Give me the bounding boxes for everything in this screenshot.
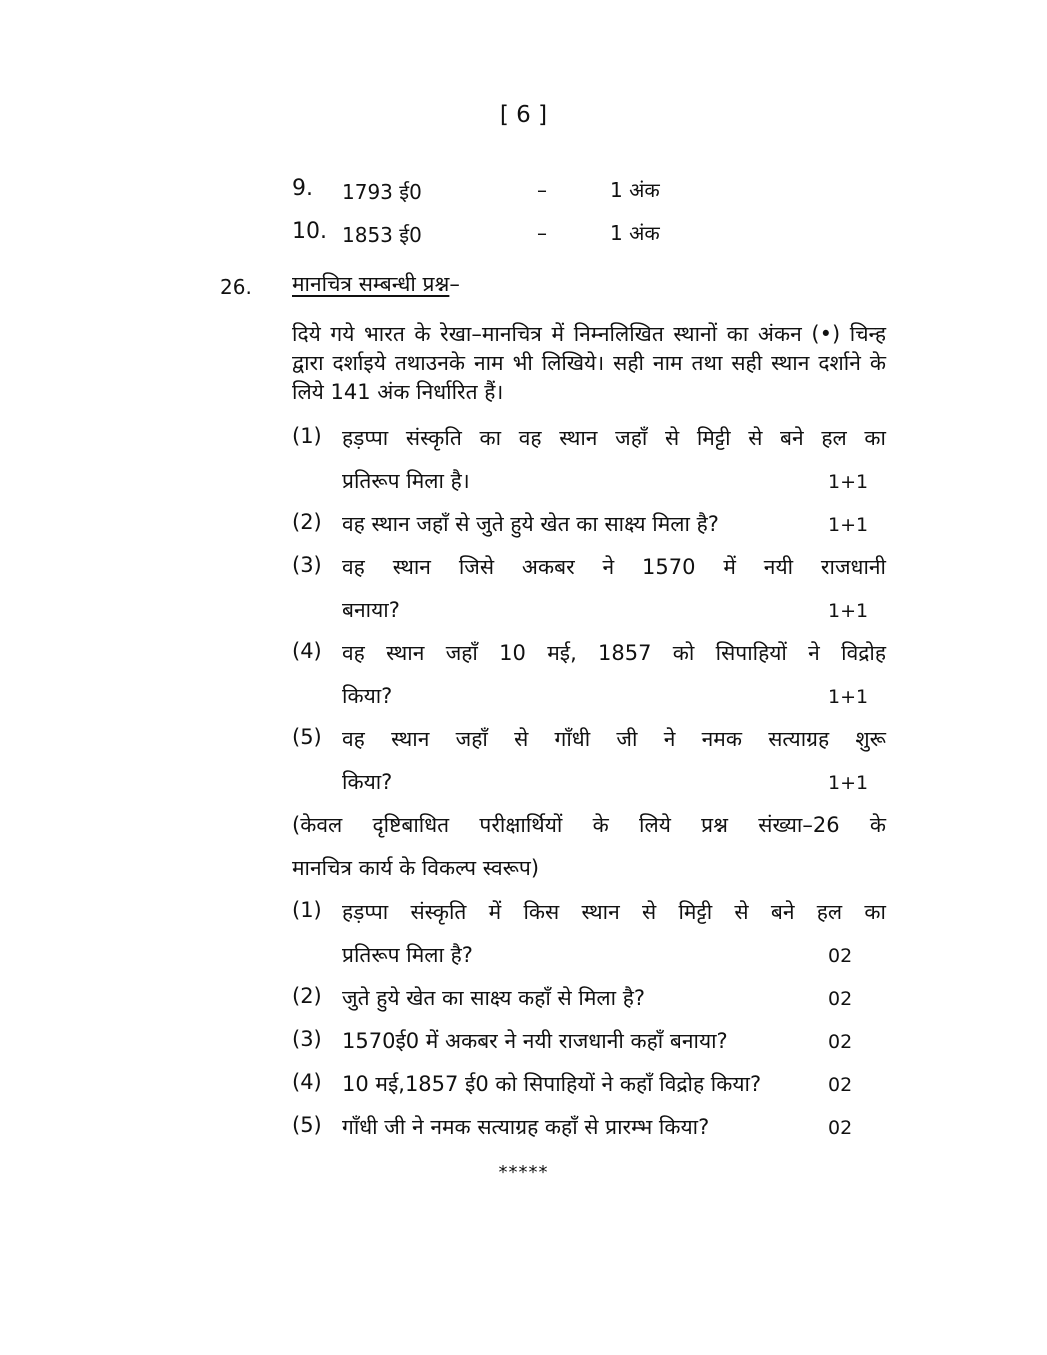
alternative-note-line2: मानचित्र कार्य के विकल्प स्वरूप) — [292, 856, 540, 880]
question-heading — [292, 270, 460, 298]
item-text: वह स्थान जहाँ 10 मई, 1857 को सिपाहियों ने विद्रोह — [342, 641, 886, 665]
item-text-continued: किया? — [342, 684, 393, 708]
item-marks: 02 — [828, 945, 853, 967]
item-text: 10 मई,1857 ई0 को सिपाहियों ने कहाँ विद्रोह किया? — [342, 1072, 762, 1096]
item-marks: 02 — [828, 1074, 853, 1096]
item-text-continued: प्रतिरूप मिला है? — [342, 943, 473, 967]
item-number: 10. — [292, 219, 327, 244]
item-text: वह स्थान जिसे अकबर ने 1570 में नयी राजधानी — [342, 555, 886, 579]
question-heading-text: मानचित्र सम्बन्धी प्रश्न — [292, 272, 450, 296]
item-text: गाँधी जी ने नमक सत्याग्रह कहाँ से प्रारम्भ किया? — [342, 1115, 710, 1139]
item-dash: – — [537, 178, 547, 202]
item-number: 9. — [292, 176, 313, 201]
item-text-continued: प्रतिरूप मिला है। — [342, 469, 470, 493]
item-marks: 1+1 — [828, 686, 869, 708]
item-marks: 02 — [828, 988, 853, 1010]
item-year: 1853 ई0 — [342, 223, 422, 247]
page-number: [ 6 ] — [499, 102, 548, 128]
question-heading-suffix: – — [449, 272, 460, 296]
item-marks: 1 अंक — [610, 178, 660, 202]
item-marks: 1+1 — [828, 772, 869, 794]
item-text: जुते हुये खेत का साक्ष्य कहाँ से मिला है? — [342, 986, 646, 1010]
item-text: 1570ई0 में अकबर ने नयी राजधानी कहाँ बनाया? — [342, 1029, 728, 1053]
item-text-continued: किया? — [342, 770, 393, 794]
item-number: (2) — [292, 984, 322, 1008]
item-number: (1) — [292, 424, 322, 448]
item-text: हड़प्पा संस्कृति का वह स्थान जहाँ से मिट्टी से बने हल का — [342, 426, 886, 450]
item-text: वह स्थान जहाँ से जुते हुये खेत का साक्ष्य मिला है? — [342, 512, 719, 536]
question-instructions: दिये गये भारत के रेखा–मानचित्र में निम्नलिखित स्थानों का अंकन (•) चिन्ह द्वारा दर्शाइये तथाउनके नाम भी लिखिये। सही नाम तथा सही स्थान दर्शाने के लिये 141 अंक निर्धारित हैं। — [292, 322, 886, 404]
item-marks: 1+1 — [828, 471, 869, 493]
item-number: (3) — [292, 1027, 322, 1051]
item-marks: 02 — [828, 1117, 853, 1139]
item-dash: – — [537, 221, 547, 245]
item-number: (5) — [292, 1113, 322, 1137]
alternative-note-line1: (केवल दृष्टिबाधित परीक्षार्थियों के लिये प्रश्न संख्या–26 के — [292, 813, 886, 837]
item-text: वह स्थान जहाँ से गाँधी जी ने नमक सत्याग्रह शुरू — [342, 727, 886, 751]
item-number: (4) — [292, 1070, 322, 1094]
item-text-continued: बनाया? — [342, 598, 400, 622]
item-marks: 02 — [828, 1031, 853, 1053]
end-of-paper-stars: ***** — [498, 1162, 549, 1183]
item-marks: 1+1 — [828, 514, 869, 536]
item-number: (4) — [292, 639, 322, 663]
question-number: 26. — [220, 275, 252, 299]
item-number: (3) — [292, 553, 322, 577]
item-marks: 1 अंक — [610, 221, 660, 245]
item-year: 1793 ई0 — [342, 180, 422, 204]
item-number: (1) — [292, 898, 322, 922]
item-text: हड़प्पा संस्कृति में किस स्थान से मिट्टी से बने हल का — [342, 900, 886, 924]
item-number: (5) — [292, 725, 322, 749]
item-marks: 1+1 — [828, 600, 869, 622]
item-number: (2) — [292, 510, 322, 534]
